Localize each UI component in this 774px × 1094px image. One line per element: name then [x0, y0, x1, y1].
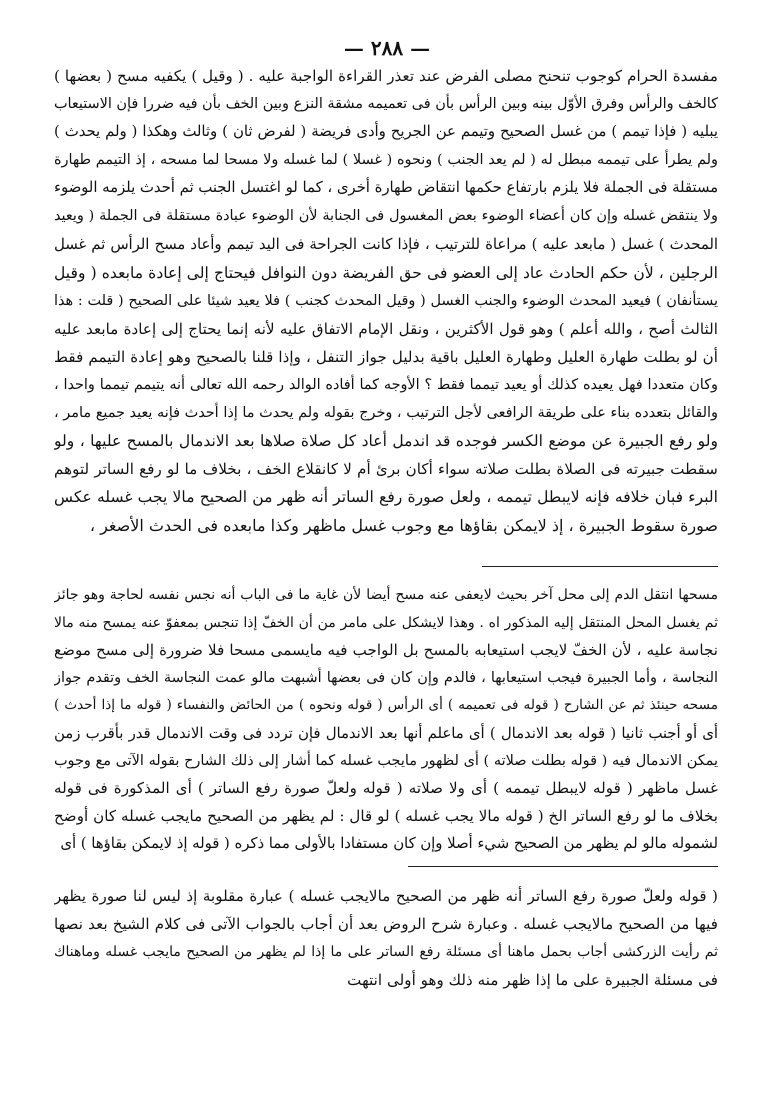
main-line: أن لو بطلت طهارة العليل وطهارة العليل باقية بدليل جواز التنفل ، وإذا قلنا بالصحيح وهو إعادة التيمم فقط	[54, 347, 718, 366]
main-line: صورة سقوط الجبيرة ، إذ لايمكن بقاؤها مع وجوب غسل ماظهر وكذا مابعده فى الحدث الأصغر ،	[89, 515, 718, 535]
gloss-line: ( قوله ولعلّ صورة رفع الساتر أنه ظهر من الصحيح مالايجب غسله ) عبارة مقلوبة إذ ليس لنا صورة يظهر	[54, 887, 718, 905]
main-line: سقطت جبيرته فى الصلاة بطلت صلاته سواء أكان برئ أم لا كانقلاع الخف ، بخلاف ما لو رفع الساتر لتوهم	[54, 460, 718, 479]
commentary-line: بخلاف ما لو رفع الساتر الخ ( قوله مالا يجب غسله ) لو قال : لم يظهر من الصحيح مايجب غسله كان أوضح	[54, 806, 718, 825]
commentary-line: غسل ماظهر ( قوله لايبطل تيممه ) أى ولا صلاته ( قوله ولعلّ صورة رفع الساتر ) أى المذكورة فى قوله	[54, 779, 718, 798]
main-line: يستأنفان ) فيعيد المحدث الوضوء والجنب الغسل ( وقيل المحدث كجنب ) فلا يعيد شيئا على الصحيح ( قلت : هذا	[54, 292, 718, 309]
main-line: المحدث ) غسل ( مابعد عليه ) مراعاة للترتيب ، فإذا كانت الجراحة فى اليد تيمم وأعاد مسح الرأس ثم غسل	[54, 235, 718, 253]
commentary-line: مسحه حينئذ ثم عن الشارح ( قوله فى تعميمه ) أى الرأس ( قوله ونحوه ) من الحائض والنفساء ( قوله ما إذا أحدث )	[54, 697, 718, 714]
main-line: ولا ينتقض غسله وإن كان أعضاء الوضوء بعض المغسول فى الجنابة لأن الوضوء عبادة مستقلة فى الجملة ( ويعيد	[54, 208, 718, 225]
gloss-separator	[408, 866, 718, 867]
commentary-line: النجاسة ، وأما الجبيرة فيجب استيعابها ، فالدم وإن كان فى بعضها أشبهت مالو عمت النجاسة الخف وتقدم جواز	[54, 669, 718, 686]
commentary-line: يمكن الاندمال فيه ( قوله بطلت صلاته ) أى لظهور مايجب غسله كما أشار إلى ذلك الشارح بقوله الآتى مع وجوب	[54, 752, 718, 769]
commentary-line: أى أو أجنب ثانيا ( قوله بعد الاندمال ) أى ماعلم أنها بعد الاندمال فإن تردد فى وقت الاندمال قدر بأقرب زمن	[54, 724, 718, 742]
commentary-line: ثم يغسل المحل المنتقل إليه المذكور اه . وهذا لايشكل على مامر من أن الخفّ إذا تنجس بمعفوّ عنه يمسح منه مالا	[54, 614, 718, 631]
main-line: الرجلين ، لأن حكم الحادث عاد إلى العضو فى حق الفريضة دون النوافل فيحتاج إلى إعادة مابعده ( وقيل	[54, 263, 718, 282]
commentary-text	[54, 582, 718, 858]
main-line: مستقلة فى الجملة فلا يلزم بارتفاع حكمها انتقاض طهارة أخرى ، كما لو اغتسل الجنب ثم أحدث يلزمه الوضوء	[54, 179, 718, 197]
gloss-line: فيها من الصحيح مالايجب غسله . وعبارة شرح الروض بعد أن أجاب بالجواب الآتى فى كلام الشيخ بعد نصها	[54, 915, 718, 933]
commentary-line: لشموله مالو لم يظهر من الصحيح شيء أصلا وإن كان مستفادا بالأولى مما ذكره ( قوله إذ لايمكن بقاؤها ) أى	[60, 835, 718, 853]
page-number: — ٢٨٨ —	[343, 36, 431, 60]
gloss-line: ثم رأيت الزركشى أجاب بحمل ماهنا أى مسئلة رفع الساتر على ما إذا لم يظهر من الصحيح مايجب غسله وماهناك	[54, 944, 718, 960]
main-line: كالخف والرأس وفرق الأوّل بينه وبين الرأس بأن فى تعميمه مشقة النزع وبين الخف بأن فيه ضررا فإن الاستيعاب	[54, 96, 718, 113]
gloss-line: فى مسئلة الجبيرة على ما إذا ظهر منه ذلك وهو أولى انتهت	[347, 971, 718, 989]
main-line: مفسدة الحرام كوجوب تنحنح مصلى الفرض عند تعذر القراءة الواجبة عليه . ( وقيل ) يكفيه مسح ( بعضها )	[54, 67, 718, 85]
main-line: البرء فبان خلافه فإنه لايبطل تيممه ، ولعل صورة رفع الساتر أنه ظهر من الصحيح مالا يجب غسله عكس	[54, 488, 718, 507]
commentary-line: نجاسة عليه ، لأن الخفّ لايجب استيعابه بالمسح بل الواجب فيه مايسمى مسحا فلا ضرورة إلى مسح موضع	[54, 641, 718, 660]
footnote-separator	[482, 566, 718, 567]
commentary-line: مسحها انتقل الدم إلى محل آخر بحيث لايعفى عنه مسح أيضا لأن غاية ما فى الباب أنه نجس نفسه لحاجة وهو جائز	[54, 587, 718, 603]
main-line: والقائل بتعدده بناء على طريقة الرافعى لأجل الترتيب ، وخرج بقوله ولم يحدث ما إذا أحدث فإنه يعيد جميع مامر ،	[54, 405, 718, 422]
main-text	[54, 62, 718, 540]
main-line: الثالث أصح ، والله أعلم ) وهو قول الأكثرين ، ونقل الإمام الاتفاق عليه لأنه إنما يحتاج إلى إعادة مابعد عليه	[54, 319, 718, 338]
main-line: ولو رفع الجبيرة عن موضع الكسر فوجده قد اندمل أعاد كل صلاة صلاها بعد الاندمال بالمسح عليها ، ولو	[54, 432, 718, 451]
main-line: ولم يطرأ على تيممه مبطل له ( لم يعد الجنب ) ونحوه ( غسلا ) لما غسله ولا مسحا لما مسحه ، إذ التيمم طهارة	[54, 152, 718, 169]
main-line: يبليه ( فإذا تيمم ) من غسل الصحيح وتيمم عن الجريح وأدى فريضة ( لفرض ثان ) وثالث وهكذا ( ولم يحدث )	[54, 123, 718, 141]
main-line: وكان متعددا فهل يعيده كذلك أو يعيد تيمما فقط ؟ الأوجه كما أفاده الوالد رحمه الله تعالى أنه يتيمم تيمما واحدا ،	[54, 377, 718, 394]
gloss-text	[54, 882, 718, 994]
